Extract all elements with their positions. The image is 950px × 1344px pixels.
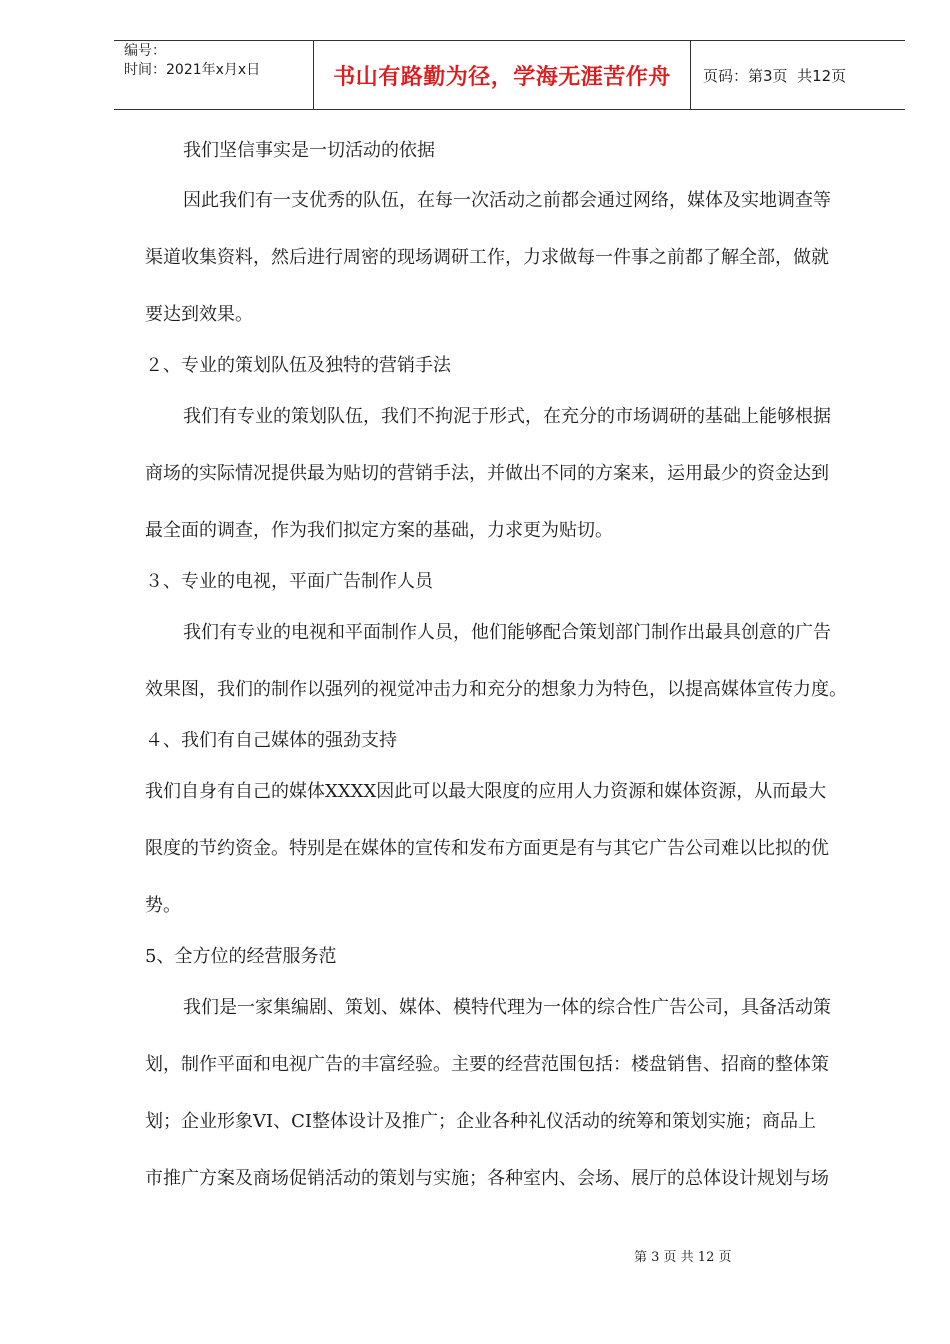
page-header xyxy=(114,40,905,110)
section-heading: ４、我们有自己媒体的强劲支持 xyxy=(145,730,397,751)
paragraph-line: 限度的节约资金。特别是在媒体的宣传和发布方面更是有与其它广告公司难以比拟的优 xyxy=(145,838,829,859)
header-motto: 书山有路勤为径，学海无涯苦作舟 xyxy=(314,41,691,109)
page-info-text: 页码：第3页 共12页 xyxy=(703,66,847,85)
section-heading: ３、专业的电视，平面广告制作人员 xyxy=(145,571,433,592)
time-label: 时间：2021年x月x日 xyxy=(124,62,261,78)
header-page-info xyxy=(691,41,905,109)
section-heading: 5、全方位的经营服务范 xyxy=(145,946,337,967)
paragraph-line: 划，制作平面和电视广告的丰富经验。主要的经营范围包括：楼盘销售、招商的整体策 xyxy=(145,1054,829,1075)
paragraph-line: 效果图，我们的制作以强列的视觉冲击力和充分的想象力为特色，以提高媒体宣传力度。 xyxy=(145,679,847,700)
paragraph-line: 要达到效果。 xyxy=(145,304,253,325)
paragraph-line: 我们坚信事实是一切活动的依据 xyxy=(183,140,435,161)
paragraph-line: 我们有专业的策划队伍，我们不拘泥于形式，在充分的市场调研的基础上能够根据 xyxy=(183,406,831,427)
paragraph-line: 势。 xyxy=(145,895,181,916)
paragraph-line: 划；企业形象VI、CI整体设计及推广；企业各种礼仪活动的统筹和策划实施；商品上 xyxy=(145,1111,816,1132)
paragraph-line: 商场的实际情况提供最为贴切的营销手法，并做出不同的方案来，运用最少的资金达到 xyxy=(145,463,829,484)
paragraph-line: 最全面的调查，作为我们拟定方案的基础，力求更为贴切。 xyxy=(145,520,613,541)
paragraph-line: 我们是一家集编剧、策划、媒体、模特代理为一体的综合性广告公司，具备活动策 xyxy=(183,997,831,1018)
header-meta xyxy=(114,41,314,109)
paragraph-line: 因此我们有一支优秀的队伍，在每一次活动之前都会通过网络，媒体及实地调查等 xyxy=(183,190,831,211)
paragraph-line: 市推广方案及商场促销活动的策划与实施；各种室内、会场、展厅的总体设计规划与场 xyxy=(145,1168,829,1189)
section-heading: ２、专业的策划队伍及独特的营销手法 xyxy=(145,355,451,376)
paragraph-line: 渠道收集资料，然后进行周密的现场调研工作，力求做每一件事之前都了解全部，做就 xyxy=(145,247,829,268)
paragraph-line: 我们自身有自己的媒体XXXX因此可以最大限度的应用人力资源和媒体资源，从而最大 xyxy=(145,781,827,802)
page-footer: 第 3 页 共 12 页 xyxy=(634,1250,732,1265)
number-label: 编号： xyxy=(124,43,166,59)
paragraph-line: 我们有专业的电视和平面制作人员，他们能够配合策划部门制作出最具创意的广告 xyxy=(183,622,831,643)
